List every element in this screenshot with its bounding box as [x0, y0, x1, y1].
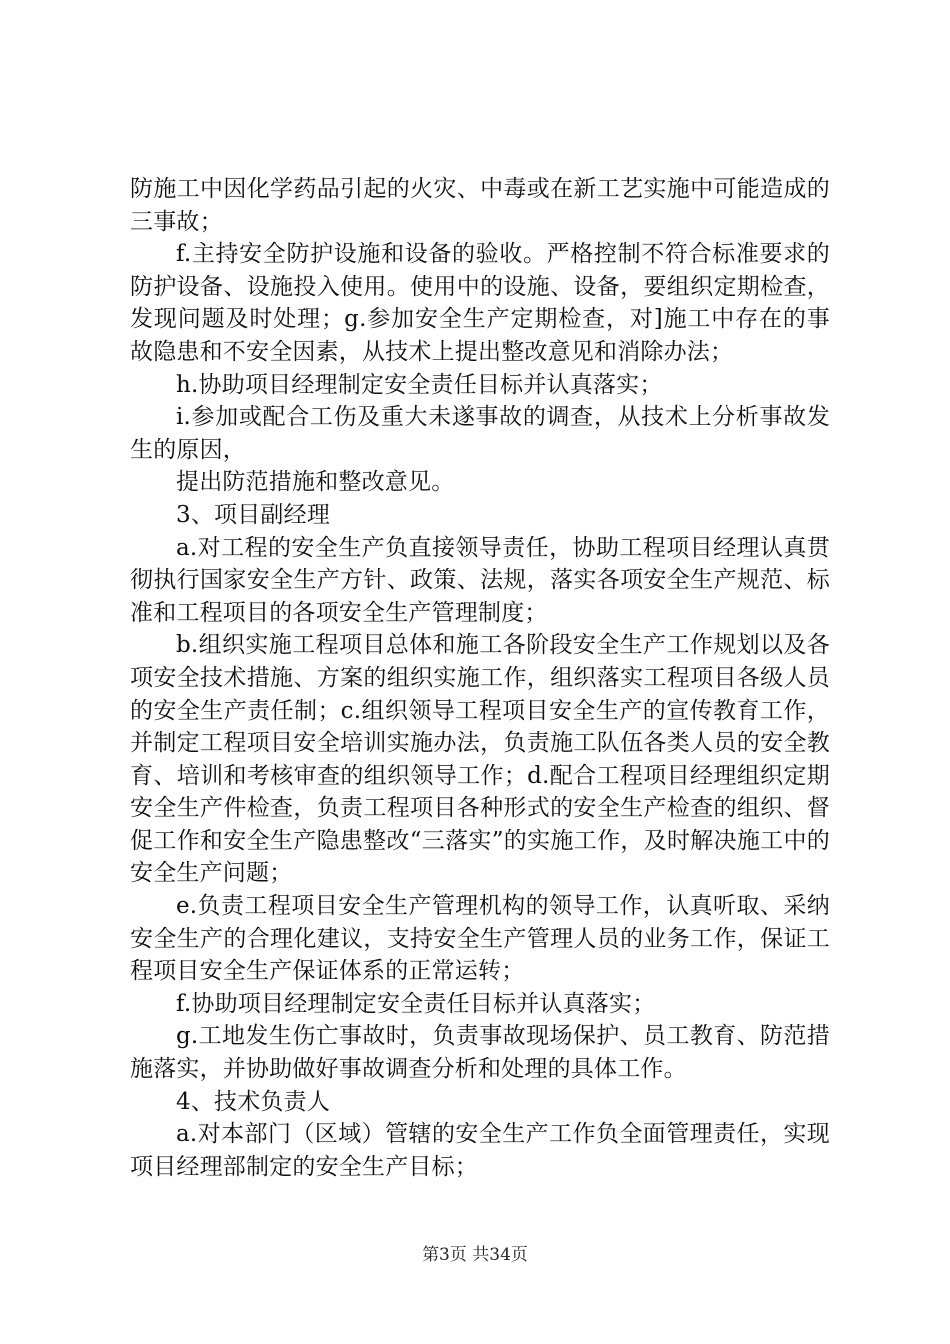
- paragraph: b.组织实施工程项目总体和施工各阶段安全生产工作规划以及各项安全技术措施、方案的组织实施工作，组织落实工程项目各级人员的安全生产责任制；c.组织领导工程项目安全生产的宣传教育工作，并制定工程项目安全培训实施办法，负责施工队伍各类人员的安全教育、培训和考核审查的组织领导工作；d.配合工程项目经理组织定期安全生产件检查，负责工程项目各种形式的安全生产检查的组织、督促工作和安全生产隐患整改“三落实”的实施工作，及时解决施工中的安全生产问题；: [130, 632, 830, 887]
- paragraph: f.主持安全防护设施和设备的验收。严格控制不符合标准要求的防护设备、设施投入使用。使用中的设施、设备，要组织定期检查，发现问题及时处理；g.参加安全生产定期检查，对]施工中存在的事故隐患和不安全因素，从技术上提出整改意见和消除办法；: [130, 241, 830, 365]
- paragraph: i.参加或配合工伤及重大未遂事故的调查，从技术上分析事故发生的原因，: [130, 404, 830, 463]
- paragraph: f.协助项目经理制定安全责任目标并认真落实；: [176, 990, 656, 1017]
- paragraph: g.工地发生伤亡事故时，负责事故现场保护、员工教育、防范措施落实，并协助做好事故调查分析和处理的具体工作。: [130, 1023, 830, 1083]
- section-heading: 3、项目副经理: [176, 501, 331, 528]
- page-number-footer: 第3页 共34页: [422, 1245, 528, 1265]
- paragraph: h.协助项目经理制定安全责任目标并认真落实；: [176, 371, 663, 398]
- paragraph: a.对工程的安全生产负直接领导责任，协助工程项目经理认真贯彻执行国家安全生产方针、政策、法规，落实各项安全生产规范、标准和工程项目的各项安全生产管理制度；: [130, 534, 830, 626]
- paragraph: 防施工中因化学药品引起的火灾、中毒或在新工艺实施中可能造成的三事故；: [130, 176, 830, 235]
- paragraph: 提出防范措施和整改意见。: [176, 469, 455, 496]
- section-heading: 4、技术负责人: [176, 1088, 331, 1115]
- paragraph: e.负责工程项目安全生产管理机构的领导工作，认真听取、采纳安全生产的合理化建议，支持安全生产管理人员的业务工作，保证工程项目安全生产保证体系的正常运转；: [130, 893, 830, 985]
- document-body: [130, 173, 830, 1183]
- paragraph: a.对本部门（区域）管辖的安全生产工作负全面管理责任，实现项目经理部制定的安全生产目标；: [130, 1121, 830, 1180]
